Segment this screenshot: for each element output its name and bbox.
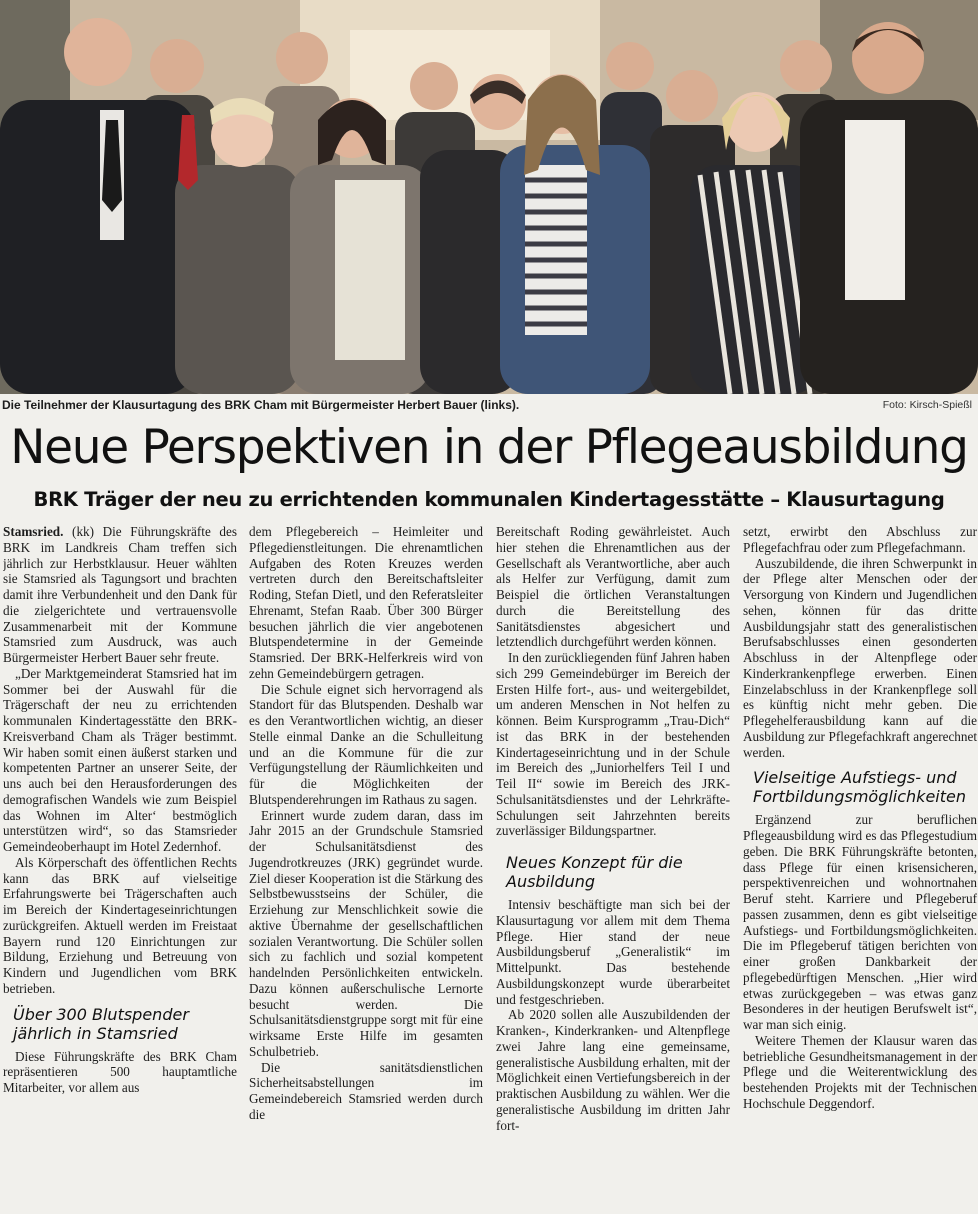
section-heading: Vielseitige Aufstiegs- und Fortbildungsmöglichkeiten — [753, 768, 966, 807]
section-heading: Über 300 Blutspender jährlich in Stamsried — [13, 1004, 189, 1043]
paragraph: Diese Führungskräfte des BRK Cham repräsentieren 500 hauptamtliche Mitarbeiter, vor allem aus — [3, 1048, 237, 1095]
photo-credit: Foto: Kirsch-Spießl — [882, 399, 972, 411]
article-column-2 — [249, 524, 483, 1212]
dateline: Stamsried. — [3, 524, 64, 539]
section-heading: Neues Konzept für die Ausbildung — [506, 853, 683, 891]
paragraph: In den zurückliegenden fünf Jahren haben sich 299 Gemeindebürger im Bereich der Ersten Hilfe fort-, aus- und weitergebildet, um anderen Menschen in Not helfen zu können. Beim Kursprogramm „Trau-Dich“ ist das BRK in der bestehenden Kindertageseinrichtung und in der Schule im Bereich des „Juniorhelfers Teil I und Teil II“ sowie im Bereich des JRK-Schulsanitätsdienstes und der Lehrkräfte-Schulungen seit Jahrzehnten bereits zuverlässiger Bildungspartner. — [496, 650, 730, 839]
paragraph: Ab 2020 sollen alle Auszubildenden der Kranken-, Kinderkranken- und Altenpflege zwei Jahre lang eine gemeinsame, generalistische Ausbildung erhalten, mit der Möglichkeit einen Vertiefungsbereich in der praktischen Ausbildung zu wählen. Wer die generalistische Ausbildung im dritten Jahr fort- — [496, 1007, 730, 1133]
paragraph: Bereitschaft Roding gewährleistet. Auch hier stehen die Ehrenamtlichen aus der Gesellschaft als Verantwortliche, aber auch als Helfer zur Verfügung, damit zum Beispiel die örtlichen Veranstaltungen durch die Bereitstellung des Sanitätsdienstes abgesichert und letztendlich durchgeführt werden können. — [496, 524, 730, 650]
photo-caption: Die Teilnehmer der Klausurtagung des BRK Cham mit Bürgermeister Herbert Bauer (links). — [2, 398, 520, 412]
photo-caption-bar — [2, 397, 976, 413]
paragraph: „Der Marktgemeinderat Stamsried hat im Sommer bei der Auswahl für die Trägerschaft der neu zu errichtenden kommunalen Kindertagesstätte den BRK-Kreisverband Cham als Träger bestimmt. Wir haben somit einen äußerst starken und kompetenten Partner an unserer Seite, der uns auch bei den Herausforderungen des demografischen Wandels wie zum Beispiel das Wohnen im Alter‘ bestmöglich unterstützen wird“, so das Stamsrieder Gemeindeoberhaupt im Hotel Zedernhof. — [3, 665, 237, 854]
article-column-3 — [496, 524, 730, 1212]
paragraph: Auszubildende, die ihren Schwerpunkt in der Pflege alter Menschen oder der Versorgung von Kindern und Jugendlichen sehen, können für das dritte Ausbildungsjahr statt des generalistischen Berufsabschlusses einen gesonderten Abschluss in der Altenpflege oder Kinderkrankenpflege erwerben. Einen Einzelabschluss in der Krankenpflege soll es künftig nicht mehr geben. Die Pflegehelferausbildung kann auf die Ausbildung zur Pflegefachkraft angerechnet werden. — [743, 555, 977, 760]
article-headline: Neue Perspektiven in der Pflegeausbildung — [10, 420, 968, 475]
paragraph: Ergänzend zur beruflichen Pflegeausbildung wird es das Pflegestudium geben. Die BRK Führungskräfte betonten, dass Pflege für einen krisensicheren, perspektivenreichen und wohnortnahen Beruf steht. Karriere und Pflegeberuf passen zusammen, denn es gibt vielseitige Aufstiegs- und Fortbildungsmöglichkeiten. Die im Pflegeberuf tätigen berichten von einer großen Dankbarkeit der pflegebedürftigen Menschen. „Hier wird etwas zurückgegeben – was etwas ganz Besonderes in der heutigen Berufswelt ist“, war man sich einig. — [743, 812, 977, 1032]
paragraph: Als Körperschaft des öffentlichen Rechts kann das BRK auf vielseitige Erfahrungswerte bei Trägerschaften auch im Bereich der Kindertageseinrichtungen zurückgreifen. Aktuell werden im Freistaat Bayern rund 120 Einrichtungen zur Bildung, Erziehung und Betreuung von Kindern und Jugendlichen vom BRK betrieben. — [3, 854, 237, 996]
paragraph: Intensiv beschäftigte man sich bei der Klausurtagung vor allem mit dem Thema Pflege. Hier stand der neue Ausbildungsberuf „Generalistik“ im Mittelpunkt. Das bestehende Ausbildungskonzept wurde überarbeitet und festgeschrieben. — [496, 897, 730, 1007]
paragraph: dem Pflegebereich – Heimleiter und Pflegedienstleitungen. Die ehrenamtlichen Aufgaben des Roten Kreuzes werden vertreten durch den Bereitschaftsleiter Roding, Stefan Dietl, und den Referatsleiter Ehrenamt, Stefan Raab. Über 300 Bürger besuchen jährlich die vier angebotenen Blutspendetermine in der Gemeinde Stamsried. Der BRK-Helferkreis wird von zehn Gemeindebürgern getragen. — [249, 524, 483, 681]
article-column-4 — [743, 524, 977, 1212]
paragraph — [3, 524, 237, 666]
paragraph: Erinnert wurde zudem daran, dass im Jahr 2015 an der Grundschule Stamsried der Schulsanitätsdienst des Jugendrotkreuzes (JRK) gegründet wurde. Ziel dieser Kooperation ist die Stärkung des Selbstbewusstseins der Schüler, die Erziehung zur Menschlichkeit sowie die aktive Übernahme der gesellschaftlichen sozialen Verantwortung. Die Schüler sollen sich zu fachlich und sozial kompetent handelnden Persönlichkeiten entwickeln. Dazu können außerschulische Lernorte besucht werden. Die Schulsanitätsdienstgruppe sorgt mit für eine wirksame Erste Hilfe im gesamten Schulbetrieb. — [249, 807, 483, 1059]
paragraph: setzt, erwirbt den Abschluss zur Pflegefachfrau oder zum Pflegefachmann. — [743, 524, 977, 555]
article-column-1 — [3, 524, 237, 1212]
article-subheadline: BRK Träger der neu zu errichtenden kommunalen Kindertagesstätte – Klausurtagung — [33, 488, 945, 511]
paragraph: Die sanitätsdienstlichen Sicherheitsabstellungen im Gemeindebereich Stamsried werden durch die — [249, 1059, 483, 1122]
paragraph: Weitere Themen der Klausur waren das betriebliche Gesundheitsmanagement in der Pflege und die Weiterentwicklung des bestehenden Projekts mit der Technischen Hochschule Deggendorf. — [743, 1032, 977, 1111]
group-photo-illustration — [0, 0, 978, 394]
paragraph: Die Schule eignet sich hervorragend als Standort für das Blutspenden. Deshalb war es den Verantwortlichen wichtig, an dieser Stelle einmal Danke an die Schulleitung und an die Kommune für die zur Verfügungstellung der Räumlichkeiten und für die Möglichkeiten der Blutspenderehrungen im Rathaus zu sagen. — [249, 681, 483, 807]
paragraph-text: (kk) Die Führungskräfte des BRK im Landkreis Cham treffen sich jährlich zur Herbstklausur. Heuer wählten sie Stamsried als Tagungsort und brachten damit ihre Verbundenheit und den Dank für die zielgerichtete und vertrauensvolle Zusammenarbeit mit der Kommune Stamsried zum Ausdruck, was auch Bürgermeister Herbert Bauer sehr freute. — [3, 524, 237, 665]
group-photo — [0, 0, 978, 394]
